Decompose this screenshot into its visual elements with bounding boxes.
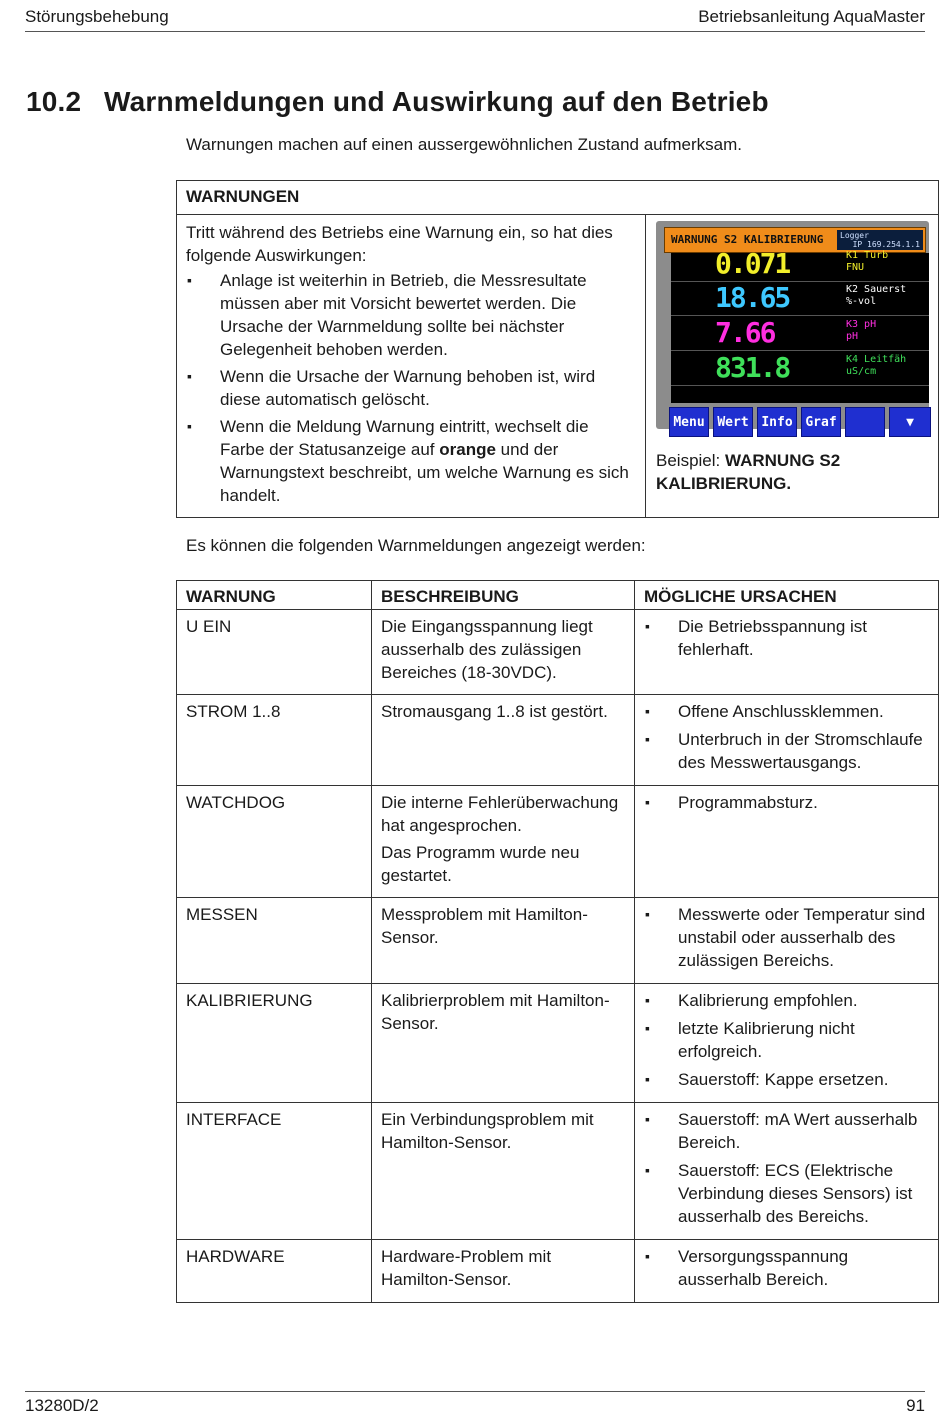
causes-list — [644, 615, 929, 661]
reading-value: 831.8 — [715, 351, 790, 384]
causes-list — [644, 903, 929, 972]
table-row — [177, 1240, 939, 1303]
warnings-table — [176, 580, 939, 1303]
warnings-box-heading: WARNUNGEN — [177, 181, 939, 215]
table-row — [177, 695, 939, 786]
device-button-bar — [669, 407, 931, 440]
warning-name: STROM 1..8 — [177, 695, 372, 786]
reading-value: 0.071 — [715, 247, 790, 280]
description-text: Messproblem mit Hamilton-Sensor. — [381, 905, 588, 947]
list-item: ▪ Messwerte oder Temperatur sind unstabil oder ausserhalb des zulässigen Bereichs. — [644, 903, 929, 972]
warning-description — [372, 1103, 635, 1240]
table-row — [177, 898, 939, 984]
document-number: 13280D/2 — [25, 1396, 99, 1415]
section-title — [26, 86, 769, 118]
description-text: Hardware-Problem mit Hamilton-Sensor. — [381, 1247, 552, 1289]
device-screenshot — [656, 221, 929, 429]
description-text: Die interne Fehlerüberwachung hat angesprochen. — [381, 793, 619, 835]
warnings-table-body — [177, 610, 939, 1303]
example-caption: Beispiel: WARNUNG S2 KALIBRIERUNG. — [656, 451, 841, 493]
list-item: ▪ Programmabsturz. — [644, 791, 929, 814]
ip-address: IP 169.254.1.1 — [852, 240, 920, 249]
list-item — [186, 415, 636, 507]
warning-name: HARDWARE — [177, 1240, 372, 1303]
causes-list — [644, 1245, 929, 1291]
reading-value: 18.65 — [715, 281, 790, 314]
warnings-box — [176, 180, 939, 518]
warning-name: WATCHDOG — [177, 786, 372, 898]
table-row — [177, 610, 939, 695]
col-header-warning: WARNUNG — [177, 581, 372, 610]
warning-description — [372, 1240, 635, 1303]
reading-row — [671, 316, 929, 351]
wert-button[interactable]: Wert — [713, 407, 753, 437]
header-manual-title: Betriebsanleitung AquaMaster — [698, 7, 925, 26]
col-header-description: BESCHREIBUNG — [372, 581, 635, 610]
list-item: ▪ Sauerstoff: ECS (Elektrische Verbindung dieses Sensors) ist ausserhalb des Bereichs. — [644, 1159, 929, 1228]
reading-label: K3 pH pH — [846, 319, 877, 342]
warning-name: INTERFACE — [177, 1103, 372, 1240]
table-row — [177, 786, 939, 898]
list-intro: Es können die folgenden Warnmeldungen angezeigt werden: — [186, 536, 646, 555]
intro-text: Warnungen machen auf einen aussergewöhnlichen Zustand aufmerksam. — [186, 135, 742, 154]
reading-row — [671, 281, 929, 316]
list-item: ▪ Anlage ist weiterhin in Betrieb, die Messresultate müssen aber mit Vorsicht bewertet werden. Die Ursache der Warnmeldung sollte bei nächster Gelegenheit behoben werden. — [186, 269, 636, 361]
list-item: ▪ Die Betriebsspannung ist fehlerhaft. — [644, 615, 929, 661]
blank-button[interactable] — [845, 407, 885, 437]
header-section: Störungsbehebung — [25, 7, 169, 26]
list-item: ▪ Versorgungsspannung ausserhalb Bereich. — [644, 1245, 929, 1291]
warning-causes — [635, 898, 939, 984]
info-button[interactable]: Info — [757, 407, 797, 437]
menu-button[interactable]: Menu — [669, 407, 709, 437]
warning-causes — [635, 1240, 939, 1303]
warning-description — [372, 984, 635, 1103]
logger-label: Logger — [840, 231, 869, 240]
warning-name: U EIN — [177, 610, 372, 695]
warning-description — [372, 610, 635, 695]
warning-description — [372, 695, 635, 786]
warning-description — [372, 786, 635, 898]
reading-label: K4 Leitfäh uS/cm — [846, 354, 907, 377]
description-text: Stromausgang 1..8 ist gestört. — [381, 702, 608, 721]
reading-label: K2 Sauerst %-vol — [846, 284, 907, 307]
example-cell — [646, 215, 939, 518]
warning-causes — [635, 610, 939, 695]
col-header-causes: MÖGLICHE URSACHEN — [635, 581, 939, 610]
status-text: WARNUNG S2 KALIBRIERUNG — [671, 233, 824, 246]
warning-causes — [635, 786, 939, 898]
list-item: ▪ Wenn die Ursache der Warnung behoben ist, wird diese automatisch gelöscht. — [186, 365, 636, 411]
section-number: 10.2 — [26, 86, 82, 117]
warning-causes — [635, 984, 939, 1103]
reading-row — [671, 351, 929, 386]
graf-button[interactable]: Graf — [801, 407, 841, 437]
list-item: ▪ Kalibrierung empfohlen. — [644, 989, 929, 1012]
warnings-box-text — [177, 215, 646, 518]
description-text: Die Eingangsspannung liegt ausserhalb des zulässigen Bereiches (18-30VDC). — [381, 617, 593, 682]
reading-label: K1 Turb FNU — [846, 250, 889, 273]
list-item: ▪ Sauerstoff: mA Wert ausserhalb Bereich. — [644, 1108, 929, 1154]
warning-name: MESSEN — [177, 898, 372, 984]
description-text: Das Programm wurde neu gestartet. — [381, 843, 580, 885]
description-text: Ein Verbindungsproblem mit Hamilton-Sensor. — [381, 1110, 594, 1152]
warning-description — [372, 898, 635, 984]
description-text: Kalibrierproblem mit Hamilton-Sensor. — [381, 991, 610, 1033]
table-row — [177, 1103, 939, 1240]
section-title-text: Warnmeldungen und Auswirkung auf den Betrieb — [104, 86, 769, 117]
causes-list — [644, 1108, 929, 1228]
causes-list — [644, 989, 929, 1091]
page-footer — [25, 1391, 925, 1415]
table-row — [177, 984, 939, 1103]
list-item: ▪ Sauerstoff: Kappe ersetzen. — [644, 1068, 929, 1091]
warning-name: KALIBRIERUNG — [177, 984, 372, 1103]
list-item: ▪ Unterbruch in der Stromschlaufe des Messwertausgangs. — [644, 728, 929, 774]
measurement-screen — [671, 247, 929, 403]
list-item: ▪ Offene Anschlussklemmen. — [644, 700, 929, 723]
down-arrow-icon[interactable]: ▼ — [889, 407, 931, 437]
bullet-text: Wenn die Meldung Warnung eintritt, wechselt die Farbe der Statusanzeige auf — [220, 417, 589, 459]
bullet-text: und der Warnungstext beschreibt, um welche Warnung es sich handelt. — [220, 440, 629, 505]
warnings-box-bullets — [186, 269, 636, 507]
bullet-bold-text: orange — [439, 440, 496, 459]
reading-row — [671, 247, 929, 282]
page-header — [25, 7, 925, 32]
page-number: 91 — [906, 1396, 925, 1415]
warning-causes — [635, 1103, 939, 1240]
causes-list — [644, 700, 929, 774]
warnings-box-lead: Tritt während des Betriebs eine Warnung ein, so hat dies folgende Auswirkungen: — [186, 223, 613, 265]
warning-causes — [635, 695, 939, 786]
reading-value: 7.66 — [715, 316, 775, 349]
list-item: ▪ letzte Kalibrierung nicht erfolgreich. — [644, 1017, 929, 1063]
causes-list — [644, 791, 929, 814]
